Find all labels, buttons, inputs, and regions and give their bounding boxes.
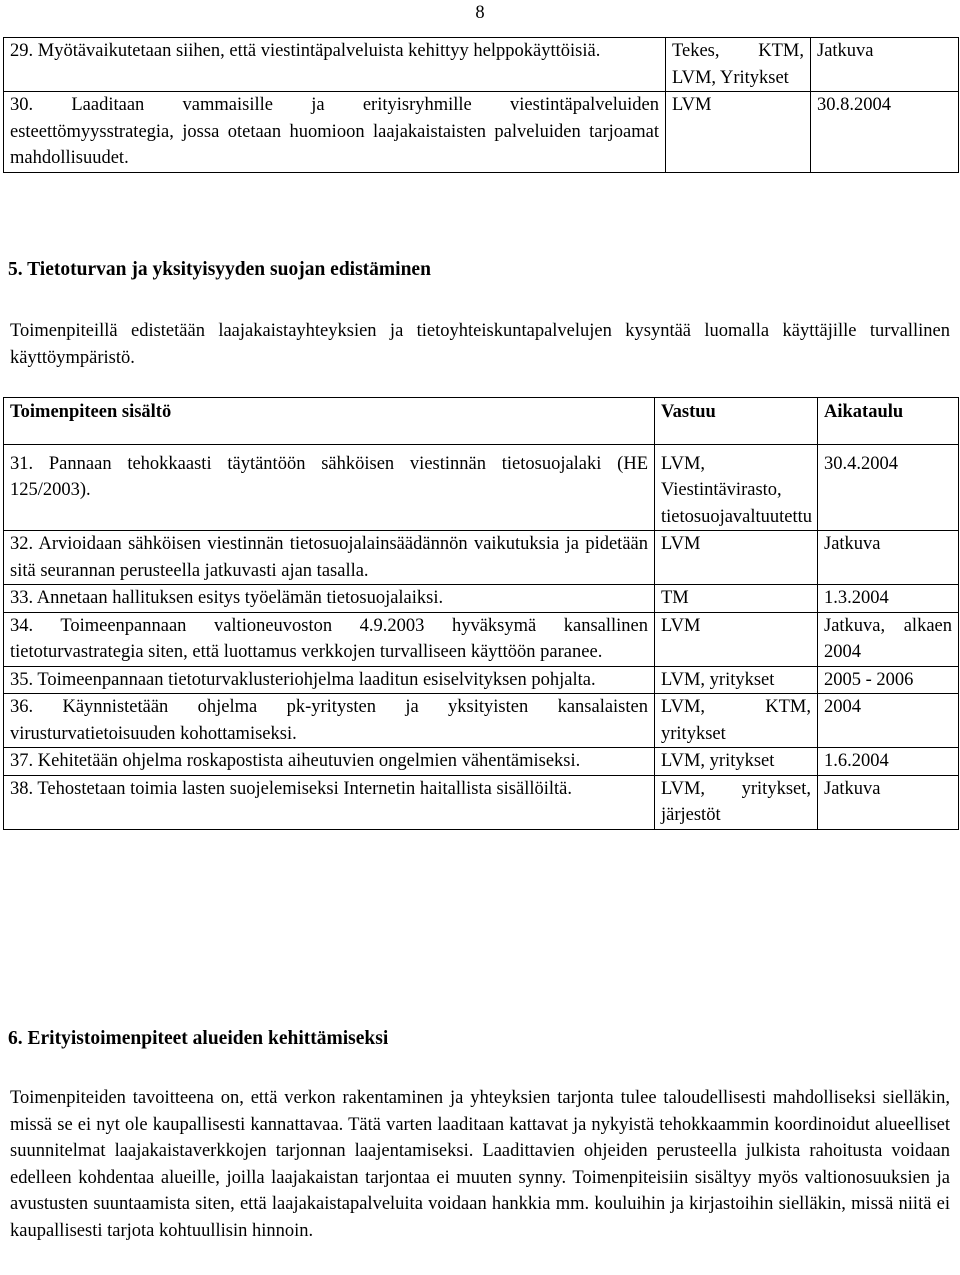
action-cell: 30. Laaditaan vammaisille ja erityisryhmille viestintäpalveluiden esteettömyysstrategia, jossa otetaan huomioon laajakaistaisten palveluiden tarjoamat mahdollisuudet. [4, 92, 666, 173]
responsible-cell: TM [655, 585, 818, 613]
schedule-cell: Jatkuva, alkaen 2004 [818, 612, 959, 666]
header-action: Toimenpiteen sisältö [4, 398, 655, 445]
schedule-cell: 1.6.2004 [818, 748, 959, 776]
action-cell: 35. Toimeenpannaan tietoturvaklusteriohjelma laaditun esiselvityksen pohjalta. [4, 666, 655, 694]
table-row [4, 612, 959, 666]
schedule-cell: 1.3.2004 [818, 585, 959, 613]
table-row [4, 444, 959, 531]
section-5-intro: Toimenpiteillä edistetään laajakaistayhteyksien ja tietoyhteiskuntapalvelujen kysyntää luomalla käyttäjille turvallinen käyttöympäristö. [10, 321, 950, 368]
action-cell: 34. Toimeenpannaan valtioneuvoston 4.9.2003 hyväksymä kansallinen tietoturvastrategia siten, että luottamus verkkojen turvalliseen käyttöön paranee. [4, 612, 655, 666]
responsible-cell: LVM, Viestintävirasto, tietosuojavaltuutettu [655, 444, 818, 531]
action-cell: 36. Käynnistetään ohjelma pk-yritysten ja yksityisten kansalaisten virusturvatietoisuuden kohottamiseksi. [4, 694, 655, 748]
table-row [4, 666, 959, 694]
responsible-cell: LVM [655, 531, 818, 585]
section-6-body: Toimenpiteiden tavoitteena on, että verkon rakentaminen ja yhteyksien tarjonta tulee taloudellisesti mahdolliseksi sielläkin, missä se ei nyt ole kaupallisesti kannattavaa. Tätä varten laaditaan kattavat ja nykyistä tehokkaammin koordinoidut alueelliset suunnitelmat laajakaistaverkkojen tarjonnan laajentamiseksi. Laadittavien ohjeiden perusteella julkista rahoitusta voidaan edelleen kohdentaa alueille, joilla laajakaistan tarjontaa ei muuten synny. Toimenpiteisiin sisältyy myös valtionosuuksien ja avustusten suuntaamista siten, että laajakaistapalveluita voidaan hankkia mm. kouluihin ja kirjastoihin sielläkin, missä niitä ei kaupallisesti tarjota kohtuullisin hinnoin. [10, 1088, 950, 1241]
responsible-cell: LVM, yritykset [655, 748, 818, 776]
responsible-cell: LVM, KTM, yritykset [655, 694, 818, 748]
section-6-heading: 6. Erityistoimenpiteet alueiden kehittämiseksi [8, 1028, 389, 1049]
top-action-table [3, 37, 959, 173]
table-row [4, 92, 959, 173]
responsible-cell: Tekes, KTM, LVM, Yritykset [666, 38, 811, 92]
schedule-cell: 2005 - 2006 [818, 666, 959, 694]
responsible-cell: LVM, yritykset [655, 666, 818, 694]
schedule-cell: 30.8.2004 [811, 92, 959, 173]
table-row [4, 694, 959, 748]
action-cell: 38. Tehostetaan toimia lasten suojelemiseksi Internetin haitallista sisällöiltä. [4, 775, 655, 829]
schedule-cell: Jatkuva [818, 775, 959, 829]
responsible-cell: LVM, yritykset, järjestöt [655, 775, 818, 829]
page-number: 8 [475, 3, 485, 23]
action-cell: 33. Annetaan hallituksen esitys työelämän tietosuojalaiksi. [4, 585, 655, 613]
action-cell: 32. Arvioidaan sähköisen viestinnän tietosuojalainsäädännön vaikutuksia ja pidetään sitä seurannan perusteella jatkuvasti ajan tasalla. [4, 531, 655, 585]
security-action-table [3, 397, 959, 830]
table-row [4, 38, 959, 92]
table-header-row [4, 398, 959, 445]
header-responsible: Vastuu [655, 398, 818, 445]
action-cell: 31. Pannaan tehokkaasti täytäntöön sähköisen viestinnän tietosuojalaki (HE 125/2003). [4, 444, 655, 531]
table-row [4, 585, 959, 613]
table-row [4, 748, 959, 776]
responsible-cell: LVM [655, 612, 818, 666]
table-row [4, 775, 959, 829]
section-5-heading: 5. Tietoturvan ja yksityisyyden suojan edistäminen [8, 259, 431, 280]
schedule-cell: 30.4.2004 [818, 444, 959, 531]
header-schedule: Aikataulu [818, 398, 959, 445]
schedule-cell: 2004 [818, 694, 959, 748]
action-cell: 29. Myötävaikutetaan siihen, että viestintäpalveluista kehittyy helppokäyttöisiä. [4, 38, 666, 92]
schedule-cell: Jatkuva [818, 531, 959, 585]
table-row [4, 531, 959, 585]
schedule-cell: Jatkuva [811, 38, 959, 92]
responsible-cell: LVM [666, 92, 811, 173]
action-cell: 37. Kehitetään ohjelma roskapostista aiheutuvien ongelmien vähentämiseksi. [4, 748, 655, 776]
